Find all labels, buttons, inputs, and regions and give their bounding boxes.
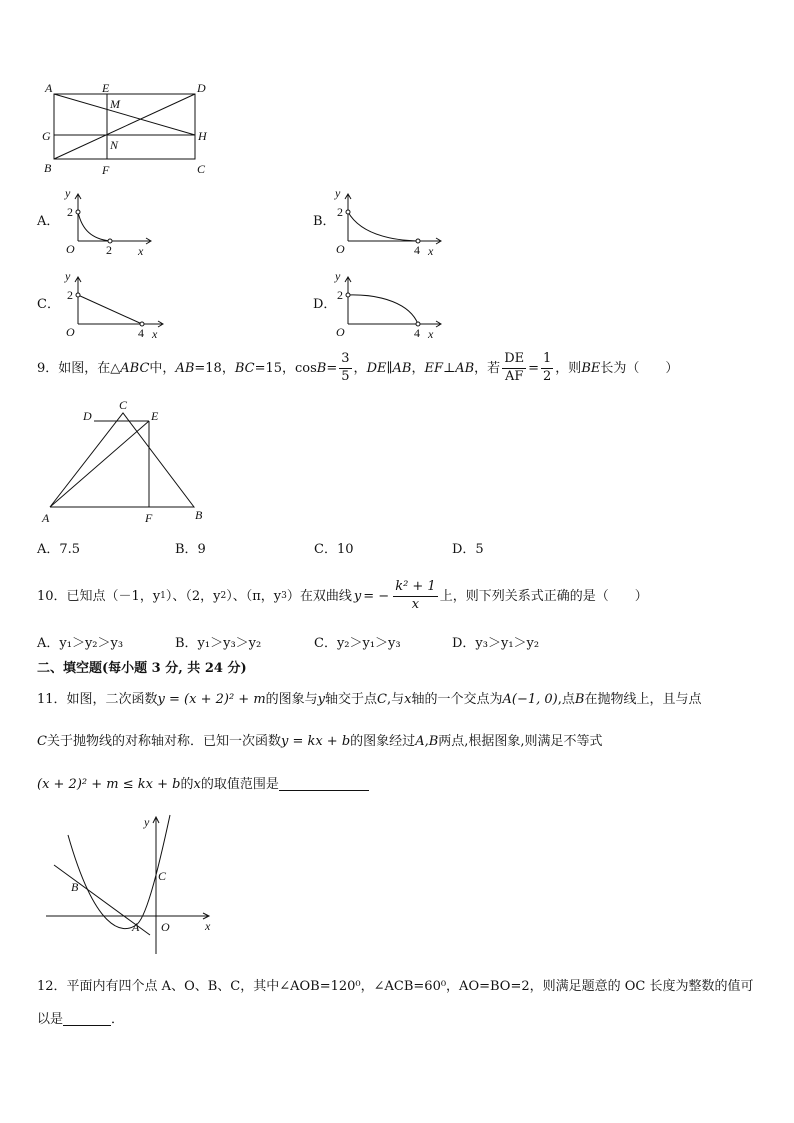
q8-option-c-label[interactable]: C． [37, 297, 60, 312]
y-axis-label: y [65, 269, 71, 283]
q10-text: = − [363, 588, 390, 604]
q9-var: AB [455, 360, 475, 376]
q9-var: EF [424, 360, 443, 376]
q9-option-d[interactable]: D．5 [452, 542, 484, 557]
q12-line-1: 12．平面内有四个点 A、O、B、C，其中∠AOB=120⁰，∠ACB=60⁰，AO=BO=2，则满足题意的 OC 长度为整数的值可 [37, 979, 754, 994]
q9-var: ABC [120, 360, 150, 376]
q11-formula: A(−1, 0) [502, 692, 558, 707]
q10-option-c[interactable]: C．y₂＞y₁＞y₃ [314, 636, 401, 651]
q8-option-c-graph[interactable] [62, 268, 182, 343]
q9-text: =18， [194, 360, 235, 376]
x-axis-label: x [138, 244, 144, 258]
x-intercept: 2 [106, 243, 112, 257]
fraction-de-af: $\frac{DE}{AF}$ [504, 351, 525, 384]
y-intercept: 2 [337, 288, 343, 302]
q11-formula: y = (x + 2)² + m [157, 692, 266, 707]
q9-text: = [528, 360, 540, 376]
q11-text: 的取值范围是 [200, 777, 279, 792]
q11-text: ,点 [557, 692, 575, 707]
q8-option-a-graph[interactable] [62, 185, 162, 260]
q9-var: BC [234, 360, 255, 376]
q10-var: y [353, 588, 362, 604]
q9-text: ，则 [555, 360, 582, 376]
q9-text: = [326, 360, 338, 376]
q9-text: ，若 [474, 360, 501, 376]
answer-blank[interactable] [279, 778, 369, 791]
q11-var: x [193, 777, 201, 792]
q9-var: AB [392, 360, 412, 376]
label-F: F [145, 511, 153, 525]
q8-option-d-label[interactable]: D． [313, 297, 337, 312]
parabola-graph [40, 810, 220, 960]
q11-line-3 [37, 778, 369, 791]
y-axis-label: y [335, 269, 341, 283]
q9-text: 长为（ ） [600, 360, 679, 376]
q11-line-1 [37, 693, 701, 706]
label-A: A [132, 920, 140, 934]
q10-text: ）、（2，y [165, 588, 221, 604]
label-N: N [110, 138, 119, 152]
label-A: A [45, 81, 53, 95]
subscript: 3 [281, 590, 287, 601]
q11-var: A,B [415, 734, 439, 749]
q11-text: 11．如图，二次函数 [37, 692, 158, 707]
x-intercept: 4 [414, 243, 420, 257]
triangle-figure [36, 396, 216, 531]
q11-var: C [377, 692, 387, 707]
q8-option-d-graph[interactable] [332, 268, 452, 343]
q8-option-b-graph[interactable] [332, 185, 452, 260]
label-E: E [151, 409, 159, 423]
q9-var: BE [581, 360, 601, 376]
q11-text: 轴的一个交点为 [411, 692, 503, 707]
q12-text: 以是 [37, 1012, 64, 1027]
q11-var: B [574, 692, 585, 707]
answer-blank[interactable] [63, 1013, 111, 1026]
q10-option-d[interactable]: D．y₃＞y₁＞y₂ [452, 636, 540, 651]
q11-text: 的图象经过 [350, 734, 416, 749]
q9-text: =15，cos [254, 360, 317, 376]
hyperbola-fraction: $\frac{\text{k² + 1}}{x}$ [395, 579, 436, 612]
q9-text: ， [353, 360, 367, 376]
subscript: 1 [160, 590, 166, 601]
q11-formula: (x + 2)² + m ≤ kx + b [37, 777, 181, 792]
origin: O [66, 325, 75, 339]
q10-question [37, 576, 648, 616]
x-axis-label: x [428, 244, 434, 258]
q9-text: 中， [149, 360, 176, 376]
y-axis-label: y [144, 815, 150, 829]
q11-var: x [404, 692, 412, 707]
q9-option-b[interactable]: B．9 [175, 542, 206, 557]
x-axis-label: x [205, 919, 211, 933]
origin: O [336, 325, 345, 339]
q10-text: ）、（π，y [226, 588, 282, 604]
origin: O [336, 242, 345, 256]
y-intercept: 2 [337, 205, 343, 219]
label-B: B [44, 161, 52, 175]
x-intercept: 4 [414, 326, 420, 340]
q9-text: 9．如图，在△ [37, 360, 121, 376]
label-C: C [119, 398, 128, 412]
q10-text: 10．已知点（－1，y [37, 588, 161, 604]
q12-text: ． [111, 1012, 125, 1027]
fraction-1-2: $\frac{1}{2}$ [543, 351, 552, 384]
q11-var: C [37, 734, 47, 749]
q9-option-c[interactable]: C．10 [314, 542, 354, 557]
label-O: O [161, 920, 170, 934]
q11-text: 两点,根据图象,则满足不等式 [438, 734, 603, 749]
label-B: B [195, 508, 203, 522]
y-axis-label: y [335, 186, 341, 200]
label-D: D [197, 81, 206, 95]
q11-text: 的 [180, 777, 194, 792]
q10-text: 上，则下列关系式正确的是（ ） [439, 588, 648, 604]
q9-text: ， [411, 360, 425, 376]
rectangle-figure [40, 80, 220, 180]
y-axis-label: y [65, 186, 71, 200]
q10-option-a[interactable]: A．y₁＞y₂＞y₃ [37, 636, 124, 651]
label-F: F [102, 163, 110, 177]
q9-var: B [316, 360, 327, 376]
label-B: B [71, 880, 79, 894]
q11-text: 的图象与 [265, 692, 318, 707]
q10-text: ）在双曲线 [286, 588, 352, 604]
parallel-symbol: ∥ [386, 360, 393, 376]
y-intercept: 2 [67, 288, 73, 302]
q8-option-a-label[interactable]: A． [37, 214, 60, 229]
q8-option-b-label[interactable]: B． [313, 214, 336, 229]
origin: O [66, 242, 75, 256]
label-A: A [42, 511, 50, 525]
q11-formula: y = kx + b [280, 734, 351, 749]
label-C: C [197, 162, 206, 176]
q11-var: y [317, 692, 326, 707]
q9-option-a[interactable]: A．7.5 [37, 542, 81, 557]
label-C: C [158, 869, 167, 883]
subscript: 2 [220, 590, 227, 601]
q9-var: DE [366, 360, 387, 376]
x-axis-label: x [152, 327, 158, 341]
q12-line-2 [37, 1013, 124, 1026]
label-E: E [102, 81, 110, 95]
q11-text: ,与 [387, 692, 405, 707]
q11-line-2 [37, 735, 603, 748]
q9-question [37, 350, 678, 386]
y-intercept: 2 [67, 205, 73, 219]
label-G: G [42, 129, 51, 143]
q10-option-b[interactable]: B．y₁＞y₃＞y₂ [175, 636, 262, 651]
fraction-3-5: $\frac{3}{5}$ [341, 351, 350, 384]
q11-text: 关于抛物线的对称轴对称．已知一次函数 [46, 734, 281, 749]
x-axis-label: x [428, 327, 434, 341]
section-title: 二、填空题(每小题 3 分, 共 24 分) [37, 661, 247, 676]
label-D: D [83, 409, 92, 423]
label-M: M [110, 97, 120, 111]
q11-text: 在抛物线上，且与点 [584, 692, 702, 707]
label-H: H [198, 129, 207, 143]
perp-symbol: ⊥ [442, 360, 456, 376]
q9-var: AB [175, 360, 195, 376]
x-intercept: 4 [138, 326, 144, 340]
q11-text: 轴交于点 [325, 692, 378, 707]
